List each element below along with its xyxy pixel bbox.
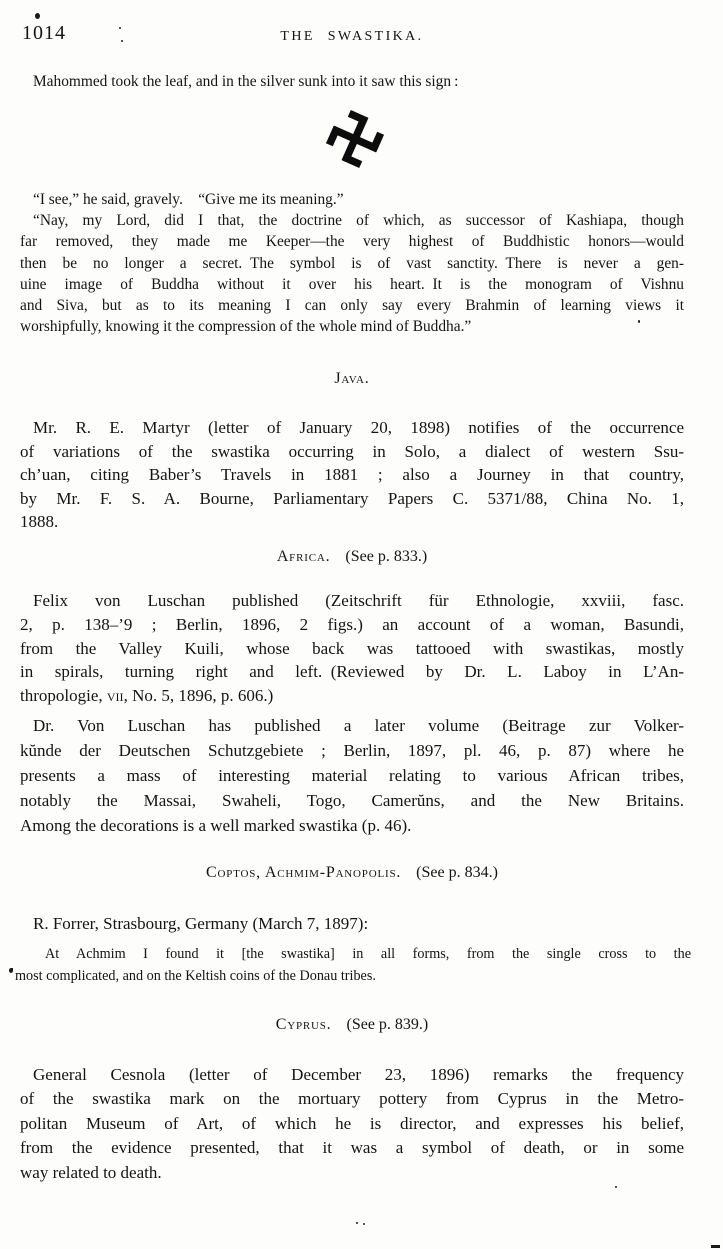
paragraph-line: from the Valley Kuili, whose back was tattooed with swastikas, mostly [20,638,684,658]
paragraph-line: kŭnde der Deutschen Schutzgebiete ; Berlin, 1897, pl. 46, p. 87) where he [20,741,684,760]
paragraph-line: from the evidence presented, that it was a symbol of death, or in some [20,1138,684,1158]
heading-label: Coptos, Achmim-Panopolis. [206,864,402,881]
page-number: 1014 [22,22,66,44]
dialogue-line: uine image of Buddha without it over his heart. It is the monogram of Vishnu [20,275,684,293]
heading-label: Africa. [276,548,331,565]
paragraph-line: R. Forrer, Strasbourg, Germany (March 7, 1897): [33,914,369,933]
heading-see-reference: (See p. 834.) [416,864,498,881]
section-heading-coptos [20,864,684,882]
line-segment: , No. 5, 1896, p. 606.) [123,686,274,706]
paragraph-line: presents a mass of interesting material relating to various African tribes, [20,766,684,785]
dialogue-line: “I see,” he said, gravely. “Give me its meaning.” [33,191,344,208]
intro-line: Mahommed took the leaf, and in the silver sunk into it saw this sign : [33,73,459,90]
scan-speck [119,27,121,29]
paragraph-line: of the swastika mark on the mortuary pottery from Cyprus in the Metro- [20,1089,684,1109]
quote-line: At Achmim I found it [the swastika] in all forms, from the single cross to the [45,946,691,962]
scan-speck [121,40,123,42]
dialogue-line: “Nay, my Lord, did I that, the doctrine of which, as successor of Kashiapa, though [33,212,684,230]
quote-line: most complicated, and on the Keltish coins of the Donau tribes. [15,967,376,984]
paragraph-line: notably the Massai, Swaheli, Togo, Camerŭns, and the New Britains. [20,791,684,810]
scan-speck [638,320,640,323]
heading-see-reference: (See p. 839.) [346,1016,429,1033]
forrer-quotation [15,944,691,987]
paragraph-line: by Mr. F. S. A. Bourne, Parliamentary Papers C. 5371/88, China No. 1, [20,488,684,508]
paragraph-line: Dr. Von Luschan has published a later volume (Beitrage zur Volker- [33,716,684,735]
paragraph-line: Mr. R. E. Martyr (letter of January 20, 1898) notifies of the occurrence [33,418,684,437]
forrer-attribution-line [20,912,684,935]
roman-numeral-smallcaps: vii [106,686,124,706]
paragraph-line: Among the decorations is a well marked swastika (p. 46). [20,816,412,835]
cyprus-paragraph-cesnola [20,1063,684,1185]
paragraph-line: way related to death. [20,1162,162,1182]
paragraph-line: of variations of the swastika occurring in Solo, a dialect of western Ssu- [20,441,684,461]
dialogue-line: worshipfully, knowing it the compression of the whole mind of Buddha.” [20,318,472,336]
dialogue-line: then be no longer a secret. The symbol is of vast sanctity. There is never a gen- [20,254,684,272]
paragraph-line [20,684,684,708]
scan-speck [356,1222,358,1224]
dialogue-line: and Siva, but as to its meaning I can only say every Brahmin of learning views it [20,297,684,315]
paragraph-line: in spirals, turning right and left. (Reviewed by Dr. L. Laboy in L’An- [20,662,684,682]
paragraph-line: Felix von Luschan published (Zeitschrift für Ethnologie, xxviii, fasc. [33,591,684,610]
heading-see-reference: (See p. 833.) [345,548,428,565]
intro-paragraph [20,71,684,92]
paragraph-line: ch’uan, citing Baber’s Travels in 1881 ; also a Journey in that country, [20,465,684,485]
section-heading-cyprus [20,1016,684,1034]
paragraph-line: 2, p. 138–’9 ; Berlin, 1896, 2 figs.) an account of a woman, Basundi, [20,614,684,634]
section-heading-java [20,370,684,388]
scan-speck [9,968,13,973]
dialogue-line: far removed, they made me Keeper—the very highest of Buddhistic honors—would [20,233,684,251]
paragraph-line: General Cesnola (letter of December 23, 1896) remarks the frequency [33,1065,684,1084]
paragraph-line: 1888. [20,512,59,532]
heading-label: Cyprus. [275,1016,332,1033]
scan-speck [615,1186,617,1188]
scan-speck [35,13,40,19]
line-segment: thropologie, [20,686,107,706]
tilted-swastika-icon [321,105,389,173]
java-paragraph [20,416,684,534]
tilted-swastika-glyph [321,105,389,173]
section-heading-africa [20,548,684,566]
africa-paragraph-luschan-1896 [20,589,684,708]
running-title: THE SWASTIKA. [280,29,424,44]
paragraph-line: politan Museum of Art, of which he is director, and expresses his belief, [20,1113,684,1133]
scan-speck [711,1245,720,1248]
scan-speck [363,1223,365,1225]
africa-paragraph-luschan-1897 [20,713,684,838]
heading-label: Java. [334,370,370,387]
dialogue-paragraph [20,189,684,337]
